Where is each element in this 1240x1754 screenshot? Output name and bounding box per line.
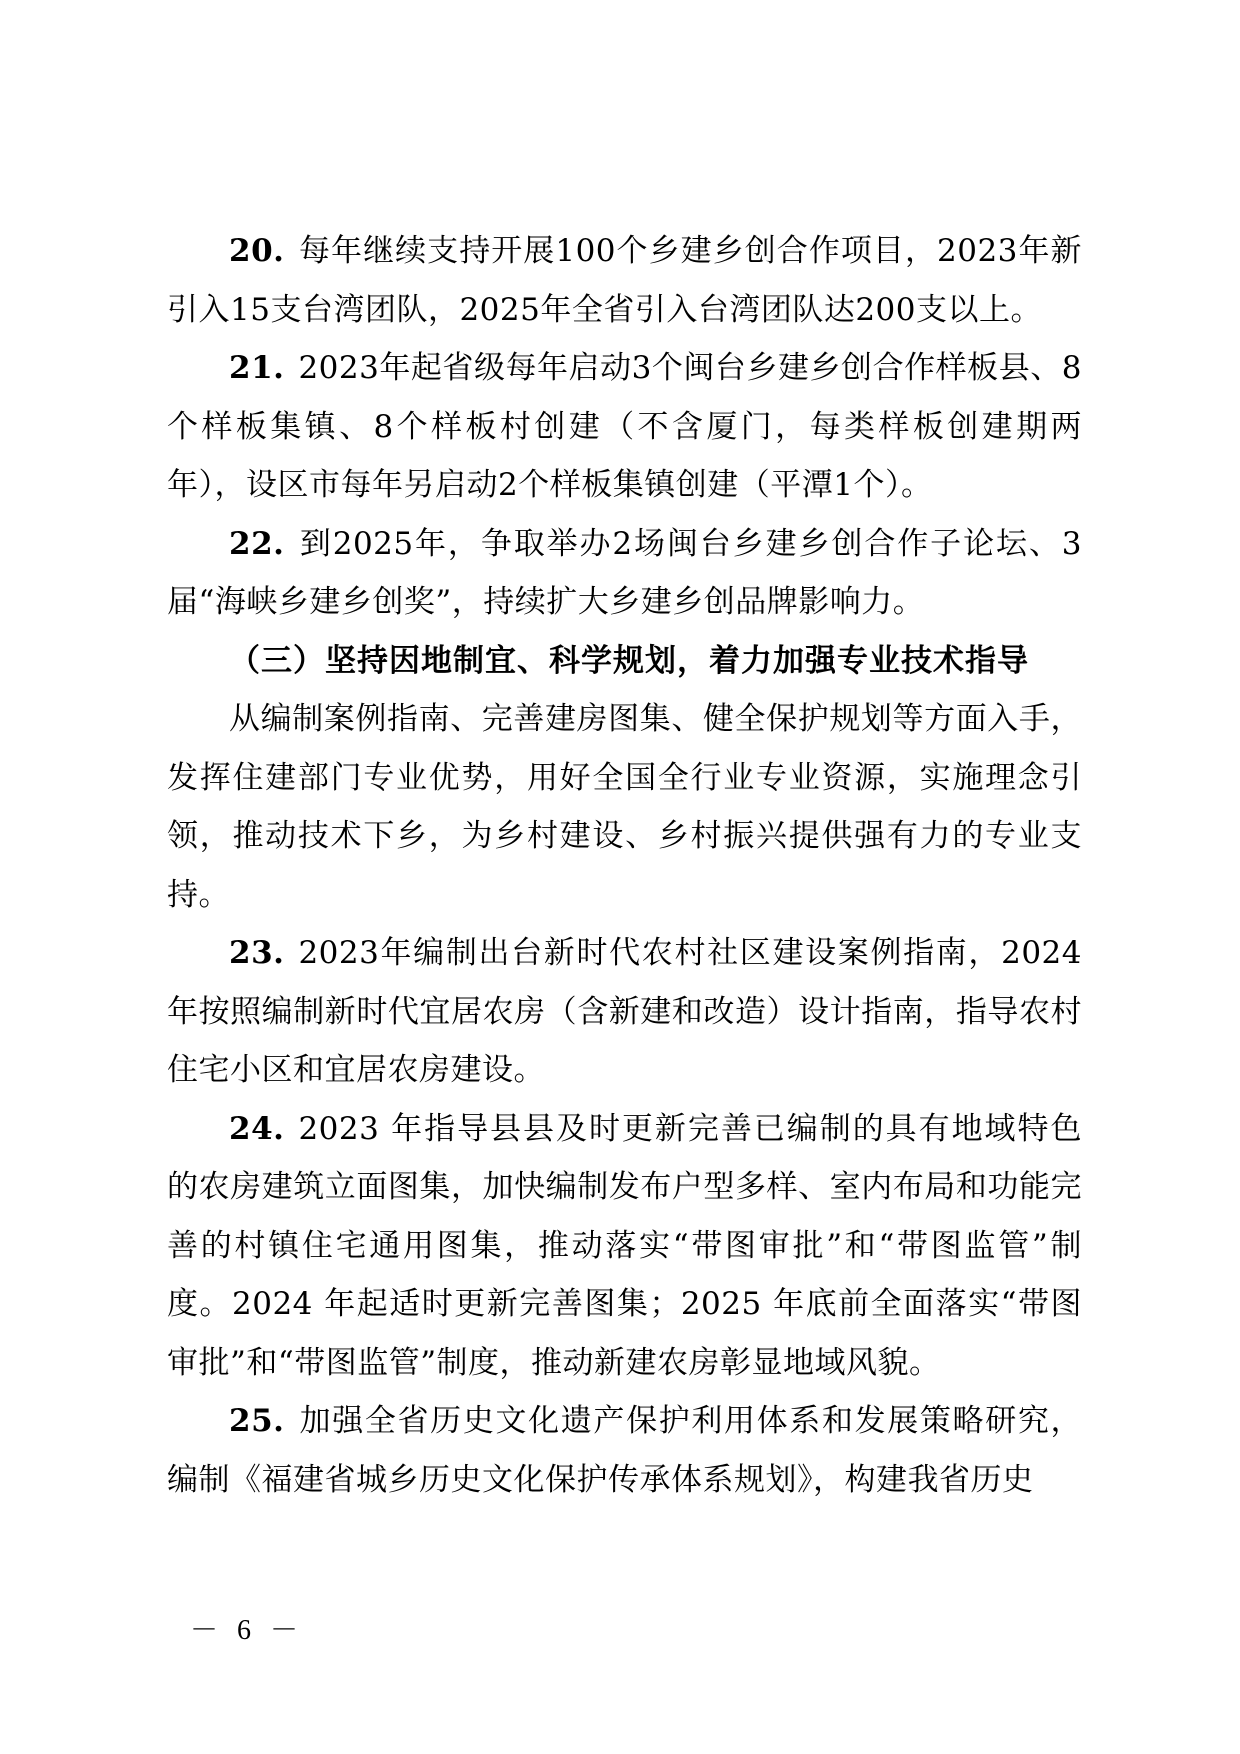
item-text: 2023年起省级每年启动3个闽台乡建乡创合作样板县、8个样板集镇、8个样板村创建（不含厦门，每类样板创建期两年），设区市每年另启动2个样板集镇创建（平潭1个）。 [167,350,1082,503]
item-25 [167,1392,1082,1509]
section-intro: 从编制案例指南、完善建房图集、健全保护规划等方面入手，发挥住建部门专业优势，用好全国全行业专业资源，实施理念引领，推动技术下乡，为乡村建设、乡村振兴提供强有力的专业支持。 [167,701,1082,913]
item-text: 到2025年，争取举办2场闽台乡建乡创合作子论坛、3届“海峡乡建乡创奖”，持续扩大乡建乡创品牌影响力。 [167,525,1082,620]
item-23 [167,924,1082,1100]
item-text: 每年继续支持开展100个乡建乡创合作项目，2023年新引入15支台湾团队，2025年全省引入台湾团队达200支以上。 [167,233,1082,328]
item-number: 22. [229,525,285,562]
item-21 [167,339,1082,515]
item-number: 20. [229,233,285,269]
page-number: － 6 － [190,1615,305,1646]
section-heading: （三）坚持因地制宜、科学规划，着力加强专业技术指导 [229,642,1029,679]
item-text: 2023 年指导县县及时更新完善已编制的具有地域特色的农房建筑立面图集，加快编制发布户型多样、室内布局和功能完善的村镇住宅通用图集，推动落实“带图审批”和“带图监管”制度。2024 年起适时更新完善图集；2025 年底前全面落实“带图审批”和“带图监管”制度，推动新建农房彰显地域风貌。 [167,1110,1082,1381]
item-20 [167,222,1082,339]
item-number: 23. [229,935,285,971]
document-body [167,222,1082,1509]
item-text: 2023年编制出台新时代农村社区建设案例指南，2024年按照编制新时代宜居农房（含新建和改造）设计指南，指导农村住宅小区和宜居农房建设。 [167,935,1082,1088]
item-text: 加强全省历史文化遗产保护利用体系和发展策略研究，编制《福建省城乡历史文化保护传承体系规划》，构建我省历史 [167,1403,1082,1498]
item-number: 21. [229,350,285,386]
item-24 [167,1100,1082,1393]
item-number: 24. [229,1110,285,1147]
item-number: 25. [229,1403,285,1439]
item-22 [167,515,1082,632]
